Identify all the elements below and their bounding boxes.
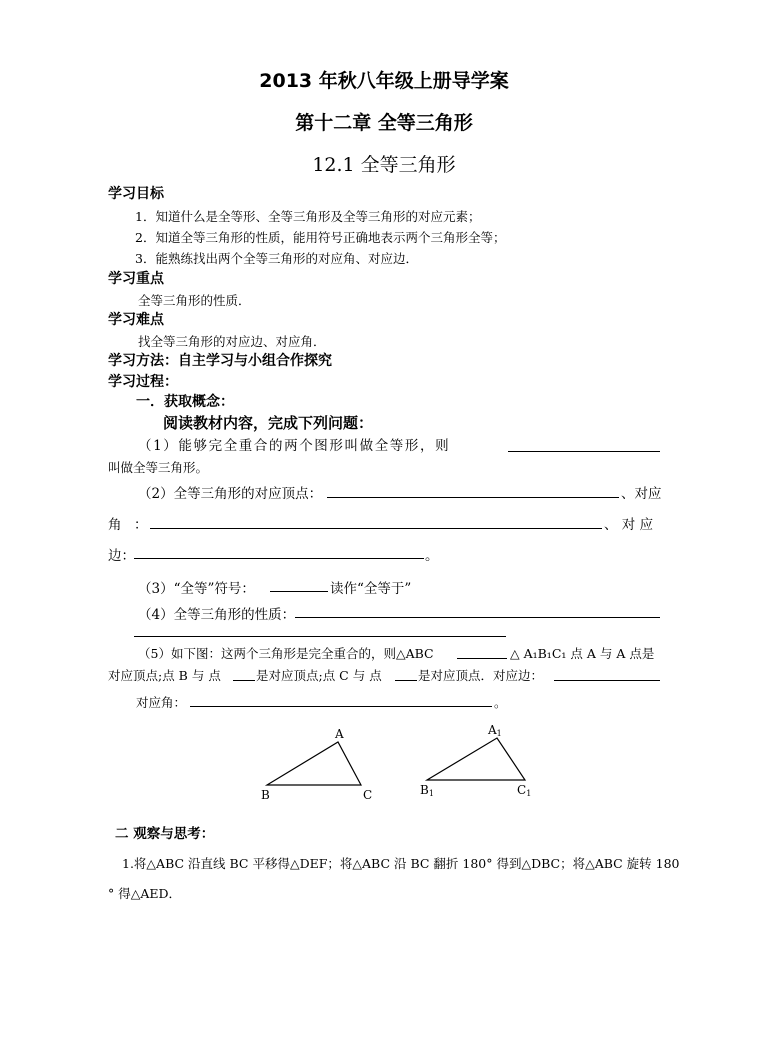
vertex-a1-label: A1 [488,723,502,738]
q5-text: 对应顶点;点 B 与 点 [108,668,221,683]
q5-text: 对应角： [136,695,187,710]
part2-line: ° 得△AED． [108,886,182,901]
triangle-figure [0,720,768,810]
goal-item: 2．知道全等三角形的性质，能用符号正确地表示两个三角形全等； [135,230,506,245]
q1-blank[interactable] [508,451,660,452]
q2-text: 。 [425,548,439,564]
q3-text: 读作“全等于” [330,581,412,597]
triangle-abc [267,742,361,785]
vertex-b1-label: B1 [420,783,434,798]
q5-b-blank[interactable] [233,680,255,681]
q4-blank-2[interactable] [134,636,506,637]
q5-relation-blank[interactable] [457,658,507,659]
part2-line: 1.将△ABC 沿直线 BC 平移得△DEF；将△ABC 沿 BC 翻折 180° 得到△DBC；将△ABC 旋转 180 [122,856,680,871]
q2-text: （2）全等三角形的对应顶点： [138,486,323,502]
focus-heading: 学习重点 [108,271,164,287]
q1-text: （1）能够完全重合的两个图形叫做全等形，则 [138,438,451,454]
q2-vertex-blank[interactable] [327,497,619,498]
q4-text: （4）全等三角形的性质： [138,607,296,623]
part2-heading: 二 观察与思考： [115,826,215,842]
q1-text-cont: 叫做全等三角形。 [108,460,209,475]
section-title: 12.1 全等三角形 [312,154,456,176]
page-title: 2013 年秋八年级上册导学案 [259,70,509,92]
method-line: 学习方法：自主学习与小组合作探究 [108,353,332,369]
q5-text: 是对应顶点;点 C 与 点 [256,668,382,683]
focus-text: 全等三角形的性质． [138,293,251,308]
q5-text: 。 [494,695,507,710]
q2-side-blank[interactable] [134,558,424,559]
q5-c-blank[interactable] [395,680,417,681]
q2-text: ： [134,517,148,533]
difficulty-heading: 学习难点 [108,312,164,328]
triangle-a1b1c1 [427,738,525,780]
q2-text: 、对应 [621,486,662,502]
q2-angle-blank[interactable] [150,528,602,529]
goal-item: 3．能熟练找出两个全等三角形的对应角、对应边． [135,251,418,266]
goals-heading: 学习目标 [108,186,164,202]
vertex-c-label: C [363,788,373,802]
process-heading: 学习过程： [108,374,178,390]
q5-side-blank[interactable] [554,680,660,681]
q2-text: 、 对 应 [604,517,654,533]
q2-text: 角 [108,517,122,533]
q4-blank[interactable] [295,617,660,618]
q3-blank[interactable] [270,591,328,592]
q5-text: 是对应顶点．对应边： [418,668,544,683]
difficulty-text: 找全等三角形的对应边、对应角． [138,334,326,349]
vertex-c1-label: C1 [517,783,532,798]
q2-text: 边： [108,548,135,564]
part1-instruction: 阅读教材内容，完成下列问题： [163,414,374,432]
q5-angle-blank[interactable] [190,706,492,707]
q5-text: △ A₁B₁C₁ 点 A 与 A 点是 [510,646,655,661]
vertex-a-label: A [335,727,344,741]
q3-text: （3）“全等”符号： [138,581,255,597]
vertex-b-label: B [261,788,270,802]
chapter-title: 第十二章 全等三角形 [295,112,473,134]
q5-text: （5）如下图：这两个三角形是完全重合的，则△ABC [138,646,434,661]
part1-heading: 一．获取概念： [136,394,234,410]
goal-item: 1．知道什么是全等形、全等三角形及全等三角形的对应元素； [135,209,481,224]
